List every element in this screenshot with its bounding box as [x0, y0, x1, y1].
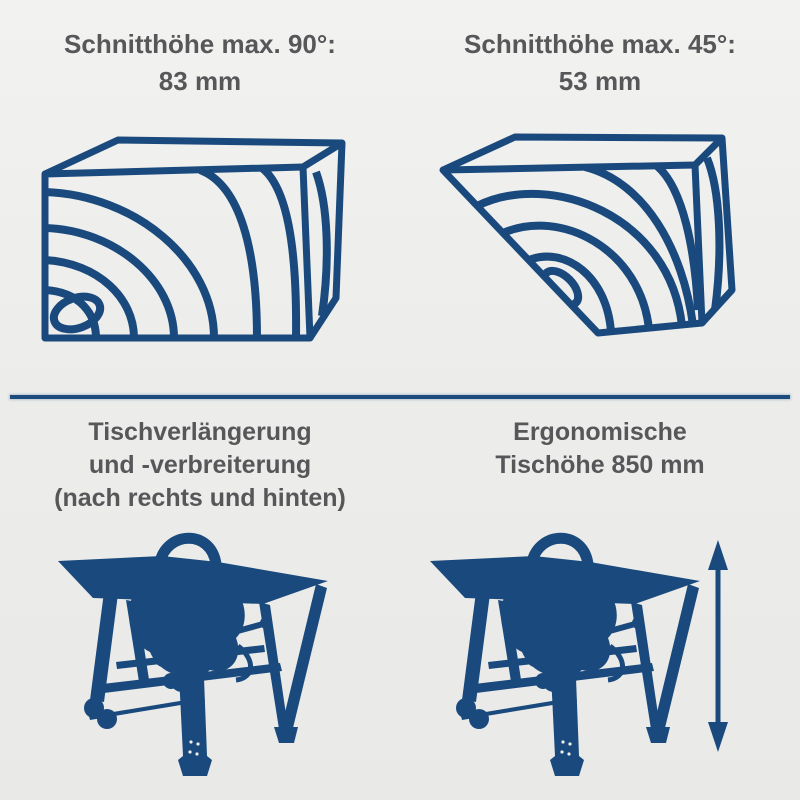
section-table-height — [400, 402, 800, 800]
table-height-title — [495, 402, 704, 516]
table-saw-icon — [420, 528, 780, 798]
table-height-title-line1: Ergonomische — [513, 418, 687, 446]
section-cut-height-45 — [400, 0, 800, 392]
cut-height-90-title — [64, 0, 336, 104]
section-divider — [0, 392, 800, 402]
section-cut-height-90 — [0, 0, 400, 392]
table-height-value: Tischöhe 850 mm — [495, 451, 705, 479]
cut-height-45-value: 53 mm — [558, 66, 642, 96]
table-saw-icon — [30, 528, 370, 798]
divider-line — [10, 395, 790, 399]
cut-height-90-title-line1: Schnitthöhe max. 90°: — [64, 29, 336, 59]
section-table-extension — [0, 402, 400, 800]
table-extension-title — [54, 402, 346, 516]
cut-height-45-title — [464, 0, 736, 104]
table-extension-title-line3: (nach rechts und hinten) — [54, 484, 346, 512]
height-arrow-icon — [708, 540, 728, 752]
cut-height-90-value: 83 mm — [158, 66, 242, 96]
wood-block-beveled-icon — [435, 130, 765, 362]
table-extension-title-line2: und -verbreiterung — [88, 451, 312, 479]
cut-height-45-title-line1: Schnitthöhe max. 45°: — [464, 29, 736, 59]
wood-block-straight-icon — [40, 130, 360, 362]
table-extension-title-line1: Tischverlängerung — [88, 418, 312, 446]
